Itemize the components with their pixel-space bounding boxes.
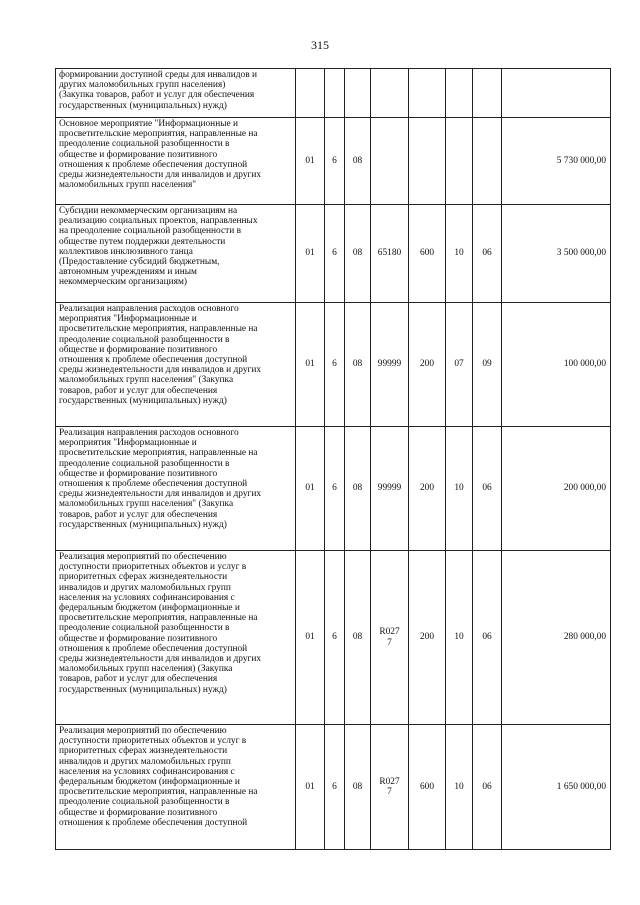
table-row <box>56 118 611 205</box>
code-cell <box>409 118 446 205</box>
code-cell <box>345 69 371 118</box>
code-cell: 08 <box>345 303 371 427</box>
code-cell: 200 <box>409 303 446 427</box>
code-cell: 200 <box>409 551 446 725</box>
code-cell: 6 <box>325 205 345 303</box>
code-cell <box>446 69 473 118</box>
code-cell: 06 <box>473 205 502 303</box>
amount-cell <box>502 69 611 118</box>
amount-cell: 100 000,00 <box>502 303 611 427</box>
code-cell: 06 <box>473 551 502 725</box>
code-cell <box>371 118 409 205</box>
code-cell: 08 <box>345 551 371 725</box>
code-cell: 6 <box>325 303 345 427</box>
code-cell: 08 <box>345 725 371 850</box>
row-description: Реализация направления расходов основного мероприятия "Информационные и просветительские мероприятия, направленные на преодоление социальной разобщенности в обществе и формирование позитивного отношения к проблеме обеспечения доступной среды жизнедеятельности для инвалидов и других маломобильных групп населения" (Закупка товаров, работ и услуг для обеспечения государственных (муниципальных) нужд) <box>56 427 296 551</box>
code-cell: 200 <box>409 427 446 551</box>
code-cell <box>446 118 473 205</box>
table-row <box>56 205 611 303</box>
code-cell: 08 <box>345 118 371 205</box>
row-description: Реализация мероприятий по обеспечению доступности приоритетных объектов и услуг в приоритетных сферах жизнедеятельности инвалидов и других маломобильных групп населения на условиях софинансирования с федеральным бюджетом (информационные и просветительские мероприятия, направленные на преодоление социальной разобщенности в обществе и формирование позитивного отношения к проблеме обеспечения доступной среды жизнедеятельности для инвалидов и других маломобильных групп населения) (Закупка товаров, работ и услуг для обеспечения государственных (муниципальных) нужд) <box>56 551 296 725</box>
code-cell: 01 <box>296 551 325 725</box>
row-description: Реализация мероприятий по обеспечению доступности приоритетных объектов и услуг в приоритетных сферах жизнедеятельности инвалидов и других маломобильных групп населения на условиях софинансирования с федеральным бюджетом (информационные и просветительские мероприятия, направленные на преодоление социальной разобщенности в обществе и формирование позитивного отношения к проблеме обеспечения доступной <box>56 725 296 850</box>
code-cell: 06 <box>473 725 502 850</box>
code-cell: 06 <box>473 427 502 551</box>
table-row <box>56 69 611 118</box>
amount-cell: 3 500 000,00 <box>502 205 611 303</box>
table-row <box>56 551 611 725</box>
code-cell: 99999 <box>371 427 409 551</box>
code-cell <box>296 69 325 118</box>
budget-table <box>55 68 611 850</box>
amount-cell: 5 730 000,00 <box>502 118 611 205</box>
row-description: формировании доступной среды для инвалидов и других маломобильных групп населения) (Закупка товаров, работ и услуг для обеспечения государственных (муниципальных) нужд) <box>56 69 296 118</box>
code-cell: 6 <box>325 118 345 205</box>
code-cell: R027 7 <box>371 725 409 850</box>
code-cell: 01 <box>296 427 325 551</box>
code-cell <box>409 69 446 118</box>
code-cell <box>325 69 345 118</box>
code-cell <box>371 69 409 118</box>
code-cell: 600 <box>409 205 446 303</box>
code-cell: 01 <box>296 118 325 205</box>
amount-cell: 1 650 000,00 <box>502 725 611 850</box>
code-cell <box>473 69 502 118</box>
table-row <box>56 303 611 427</box>
code-cell: 01 <box>296 205 325 303</box>
row-description: Основное мероприятие "Информационные и просветительские мероприятия, направленные на преодоление социальной разобщенности в обществе и формирование позитивного отношения к проблеме обеспечения доступной среды жизнедеятельности для инвалидов и других маломобильных групп населения" <box>56 118 296 205</box>
code-cell: 6 <box>325 427 345 551</box>
table-row <box>56 725 611 850</box>
amount-cell: 280 000,00 <box>502 551 611 725</box>
code-cell: 01 <box>296 725 325 850</box>
row-description: Субсидии некоммерческим организациям на реализацию социальных проектов, направленных на преодоление социальной разобщенности в обществе путем поддержки деятельности коллективов инклюзивного танца (Предоставление субсидий бюджетным, автономным учреждениям и иным некоммерческим организациям) <box>56 205 296 303</box>
code-cell: 08 <box>345 427 371 551</box>
code-cell <box>473 118 502 205</box>
row-description: Реализация направления расходов основного мероприятия "Информационные и просветительские мероприятия, направленные на преодоление социальной разобщенности в обществе и формирование позитивного отношения к проблеме обеспечения доступной среды жизнедеятельности для инвалидов и других маломобильных групп населения" (Закупка товаров, работ и услуг для обеспечения государственных (муниципальных) нужд) <box>56 303 296 427</box>
code-cell: 10 <box>446 427 473 551</box>
code-cell: R027 7 <box>371 551 409 725</box>
code-cell: 09 <box>473 303 502 427</box>
code-cell: 6 <box>325 725 345 850</box>
table-row <box>56 427 611 551</box>
code-cell: 01 <box>296 303 325 427</box>
code-cell: 600 <box>409 725 446 850</box>
code-cell: 08 <box>345 205 371 303</box>
code-cell: 6 <box>325 551 345 725</box>
page-number: 315 <box>311 38 329 52</box>
code-cell: 10 <box>446 551 473 725</box>
code-cell: 10 <box>446 205 473 303</box>
code-cell: 10 <box>446 725 473 850</box>
code-cell: 99999 <box>371 303 409 427</box>
code-cell: 07 <box>446 303 473 427</box>
amount-cell: 200 000,00 <box>502 427 611 551</box>
code-cell: 65180 <box>371 205 409 303</box>
